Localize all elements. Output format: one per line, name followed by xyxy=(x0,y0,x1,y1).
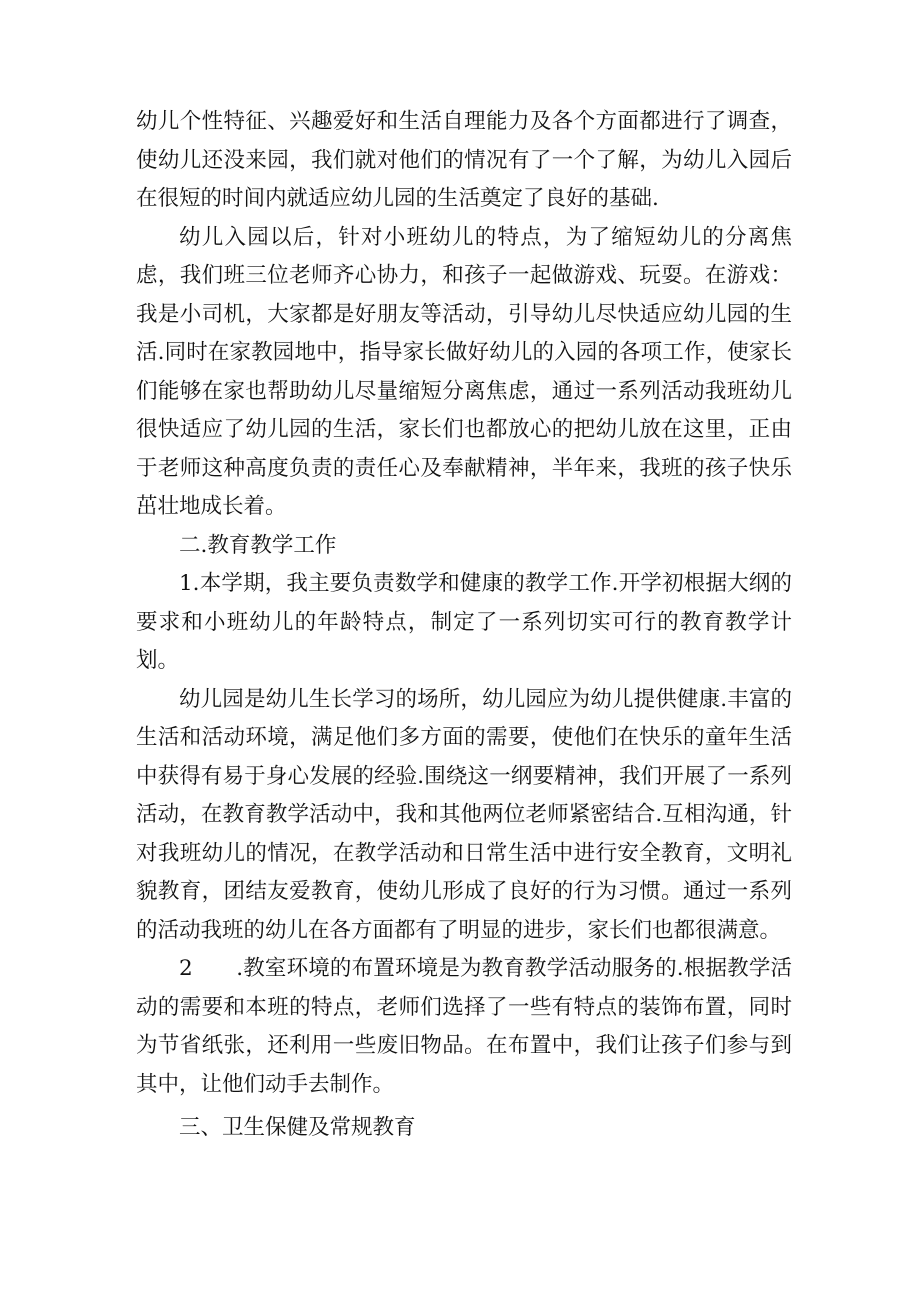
paragraph-teaching-plan: 1.本学期，我主要负责数学和健康的教学工作.开学初根据大纲的要求和小班幼儿的年龄特点，制定了一系列切实可行的教育教学计划。 xyxy=(136,571,792,673)
paragraph-survey-intro: 幼儿个性特征、兴趣爱好和生活自理能力及各个方面都进行了调查，使幼儿还没来园，我们就对他们的情况有了一个了解，为幼儿入园后在很短的时间内就适应幼儿园的生活奠定了良好的基础. xyxy=(136,109,792,211)
section-heading-education-teaching: 二.教育教学工作 xyxy=(179,532,337,558)
paragraph-kindergarten-environment: 幼儿园是幼儿生长学习的场所，幼儿园应为幼儿提供健康.丰富的生活和活动环境，满足他们多方面的需要，使他们在快乐的童年生活中获得有易于身心发展的经验.围绕这一纲要精神，我们开展了一系列活动，在教育教学活动中，我和其他两位老师紧密结合.互相沟通，针对我班幼儿的情况，在教学活动和日常生活中进行安全教育，文明礼貌教育，团结友爱教育，使幼儿形成了良好的行为习惯。通过一系列的活动我班的幼儿在各方面都有了明显的进步，家长们也都很满意。 xyxy=(136,686,792,943)
paragraph-entry-adaptation: 幼儿入园以后，针对小班幼儿的特点，为了缩短幼儿的分离焦虑，我们班三位老师齐心协力，和孩子一起做游戏、玩耍。在游戏：我是小司机，大家都是好朋友等活动，引导幼儿尽快适应幼儿园的生活.同时在家教园地中，指导家长做好幼儿的入园的各项工作，使家长们能够在家也帮助幼儿尽量缩短分离焦虑，通过一系列活动我班幼儿很快适应了幼儿园的生活，家长们也都放心的把幼儿放在这里，正由于老师这种高度负责的责任心及奉献精神，半年来，我班的孩子快乐茁壮地成长着。 xyxy=(136,224,792,519)
section-heading-hygiene-routine: 三、卫生保健及常规教育 xyxy=(179,1115,416,1140)
paragraph-classroom-decoration: 2 .教室环境的布置环境是为教育教学活动服务的.根据教学活动的需要和本班的特点，老师们选择了一些有特点的装饰布置，同时为节省纸张，还利用一些废旧物品。在布置中，我们让孩子们参与到其中，让他们动手去制作。 xyxy=(136,956,792,1097)
document-page xyxy=(136,103,792,1148)
